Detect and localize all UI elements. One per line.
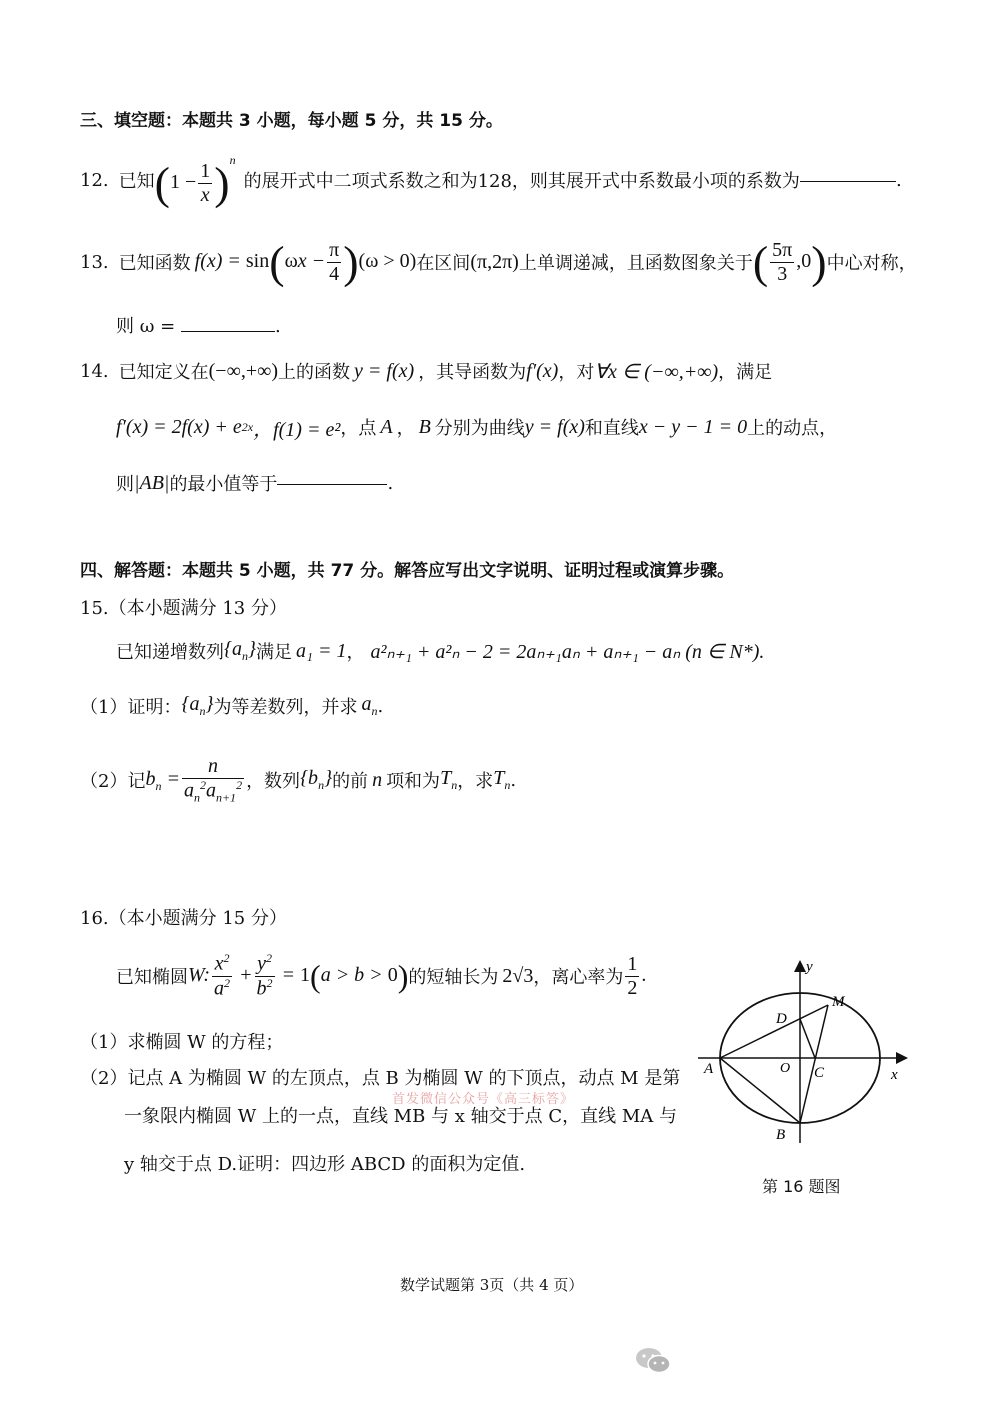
page-footer: 数学试题第 3页（共 4 页） <box>400 1276 584 1294</box>
q14-text-d: ，对 <box>558 362 595 383</box>
question-14-line2: f′(x) = 2f(x) + e 2x ，f(1) = e² ，点 A ， B 分别为曲线 y = f(x) 和直线 x − y − 1 = 0 上的动点， <box>116 412 837 442</box>
q14-curve: y = f(x) <box>524 415 585 438</box>
q15-stem-b: 满足 <box>256 642 292 663</box>
q16-part2-line2: 一象限内椭圆 W 上的一点，直线 MB 与 x 轴交于点 C，直线 MA 与 <box>124 1106 678 1127</box>
q15-tn: $T_n$ <box>440 767 458 792</box>
q16-figure <box>690 955 920 1155</box>
question-12: 12. 已知 (1 − $\frac{1}{x}$ )$^n$ 的展开式中二项式系数之和为128，则其展开式中系数最小项的系数为 . <box>80 153 902 209</box>
q15-bn-seq: $\{b_n\}$ <box>300 767 333 792</box>
q16-part1: （1）求椭圆 W 的方程； <box>80 1032 284 1053</box>
q13-text3: 中心对称， <box>826 253 917 274</box>
q12-suffix: 的展开式中二项式系数之和为128，则其展开式中系数最小项的系数为 <box>243 171 800 192</box>
q15-p2-n: n <box>372 768 383 791</box>
q12-prefix: 已知 <box>118 171 155 192</box>
section-3-title: 三、填空题：本题共 3 小题，每小题 5 分，共 15 分。 <box>80 111 503 131</box>
label-d: D <box>776 1011 787 1027</box>
q15-p1-seq: $\{a_n\}$ <box>181 693 214 718</box>
q13-text2: 上单调递减，且函数图象关于 <box>518 253 753 274</box>
q15-p1-a: （1）证明： <box>80 697 182 718</box>
q13-omega-prefix: 则 ω = <box>116 316 176 337</box>
section-4-title: 四、解答题：本题共 5 小题，共 77 分。解答应写出文字说明、证明过程或演算步骤。 <box>80 561 735 581</box>
watermark: 首发微信公众号《高三标答》 <box>392 1092 575 1107</box>
q15-part1 <box>80 690 383 722</box>
label-x: x <box>891 1067 898 1083</box>
q14-text-g: 分别为曲线 <box>434 418 525 439</box>
q15-stem-a: 已知递增数列 <box>116 642 224 663</box>
label-a: A <box>704 1061 714 1077</box>
q15-p2-c: 的前 <box>332 771 369 792</box>
label-o: O <box>780 1061 791 1076</box>
q16-axis-length: 2√3 <box>502 964 534 987</box>
q15-p1-c: . <box>377 695 384 717</box>
q15-seq-a: $\{a_n\}$ <box>224 638 256 663</box>
label-b: B <box>776 1127 786 1143</box>
q14-line: x − y − 1 = 0 <box>638 415 748 438</box>
q12-answer-blank <box>800 179 896 182</box>
q15-bn-def: $b_n$ = $\frac{n}{a_n^2a_{n+1}^2}$ <box>145 754 243 805</box>
q14-text-a: 已知定义在 <box>118 362 209 383</box>
q13-mid: 在区间 <box>416 253 471 274</box>
wechat-icon <box>634 1345 674 1377</box>
q16-stem-b: 的短轴长为 <box>408 967 499 988</box>
q16-part2-line3: y 轴交于点 D.证明：四边形 ABCD 的面积为定值. <box>124 1154 526 1175</box>
q15-p1-an: $a_n$ <box>361 693 378 718</box>
q16-ellipse-eq: W: $\frac{x^2}{a^2}$ + $\frac{y^2}{b^2}$ = 1(a > b > 0) <box>188 950 409 1000</box>
label-m: M <box>832 994 845 1010</box>
q14-ab: |AB| <box>134 471 170 494</box>
q13-prefix: 已知函数 <box>118 253 191 274</box>
q16-header: 16.（本小题满分 15 分） <box>80 908 287 929</box>
q15-cond1: a₁ = 1 <box>296 639 347 662</box>
label-c: C <box>814 1065 825 1081</box>
q16-stem-c: ，离心率为 <box>533 967 624 988</box>
q14-eq2: ，f(1) = e² <box>253 418 341 441</box>
q15-p1-b: 为等差数列，并求 <box>213 697 358 718</box>
label-y: y <box>806 959 813 975</box>
q14-number: 14. <box>80 360 109 382</box>
q13-answer-blank <box>181 329 275 332</box>
q13-function: f(x) = sin(ωx − $\frac{\pi}{4}$ )(ω > 0) <box>194 236 417 287</box>
q16-eccentricity: $\frac{1}{2}$ . <box>627 952 647 999</box>
q14-text-k: 的最小值等于 <box>169 474 278 495</box>
q14-answer-blank <box>277 482 387 485</box>
q15-p2-b: ，数列 <box>246 771 301 792</box>
q13-interval: (π,2π) <box>470 250 519 273</box>
question-14-line1 <box>80 356 772 386</box>
q14-forall: ∀x ∈ (−∞,+∞) <box>594 360 719 383</box>
q13-line2: 则 ω = . <box>116 316 281 337</box>
q15-p2-d: 项和为 <box>386 771 441 792</box>
q14-domain: (−∞,+∞) <box>208 359 279 382</box>
q14-text-f: ，点 <box>340 418 377 439</box>
q14-func: y = f(x) <box>354 359 415 382</box>
q13-center-point: ( $\frac{5\pi}{3}$ ,0) <box>752 236 827 287</box>
q14-point-b: B <box>418 415 431 438</box>
q12-number: 12. <box>80 169 109 191</box>
question-13 <box>80 232 917 292</box>
q14-text-c: ，其导函数为 <box>418 362 527 383</box>
line-dc <box>800 1019 815 1058</box>
q15-tn2: $T_n$ <box>493 767 511 792</box>
q14-text-j: 则 <box>116 474 134 495</box>
q15-header: 15.（本小题满分 13 分） <box>80 598 287 619</box>
q16-stem <box>116 946 646 1006</box>
line-mb <box>800 1005 828 1123</box>
q12-expression: (1 − $\frac{1}{x}$ )$^n$ <box>154 153 236 209</box>
q15-p2-a: （2）记 <box>80 771 146 792</box>
q14-deriv: f′(x) <box>526 359 559 382</box>
q16-part2-line1: （2）记点 A 为椭圆 W 的左顶点，点 B 为椭圆 W 的下顶点，动点 M 是第 <box>80 1068 681 1089</box>
q14-eq1-exp: 2x <box>241 419 254 434</box>
question-14-line3: 则 |AB| 的最小值等于 . <box>116 471 394 495</box>
q15-stem: 已知递增数列 $\{a_n\}$ 满足 a₁ = 1 ， a²ₙ₊₁ + a²ₙ − 2 = 2aₙ₊₁aₙ + aₙ₊₁ − aₙ (n ∈ N*). <box>116 638 765 663</box>
figure-caption: 第 16 题图 <box>762 1177 841 1196</box>
q14-text-i: 上的动点， <box>747 418 838 439</box>
q16-stem-a: 已知椭圆 <box>116 967 188 988</box>
q14-point-a: A <box>380 415 393 438</box>
q15-cond2: a²ₙ₊₁ + a²ₙ − 2 = 2aₙ₊₁aₙ + aₙ₊₁ − aₙ (n ∈ N*). <box>370 640 765 663</box>
q15-p2-e: ，求 <box>457 771 494 792</box>
q15-p2-f: . <box>510 769 517 791</box>
q14-text-h: 和直线 <box>584 418 639 439</box>
q14-text-b: 上的函数 <box>278 362 351 383</box>
q14-text-e: ，满足 <box>718 362 773 383</box>
q14-eq1: f′(x) = 2f(x) + e <box>116 415 242 438</box>
q13-number: 13. <box>80 251 109 273</box>
q15-part2 <box>80 752 516 808</box>
